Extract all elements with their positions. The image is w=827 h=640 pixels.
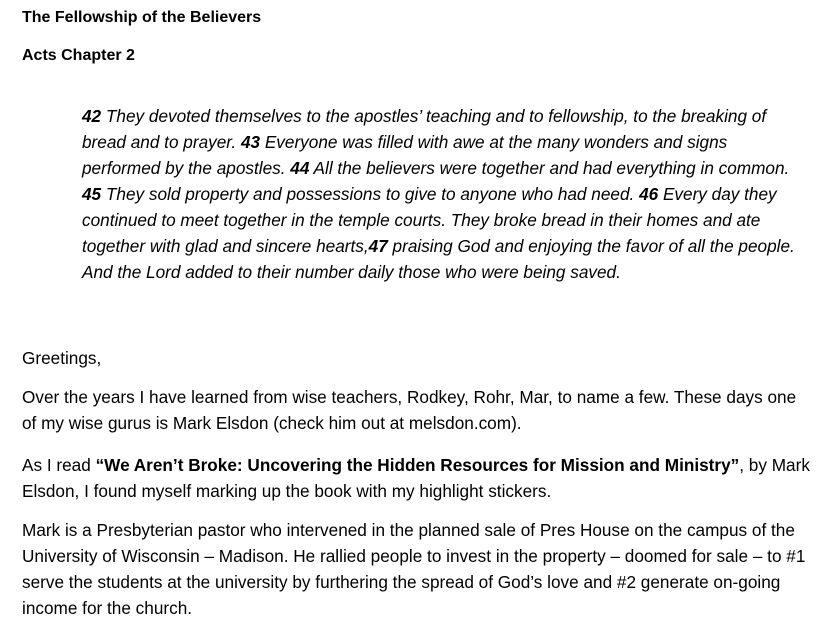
verse-number-43: 43 — [240, 132, 261, 152]
verse-number-46: 46 — [639, 184, 659, 204]
paragraph-teachers: Over the years I have learned from wise teachers, Rodkey, Rohr, Mar, to name a few. These days one of my wise gurus is Mark Elsdon (check him out at melsdon.com). — [22, 387, 797, 433]
paragraph-book-rest: , by Mark Elsdon, I found myself marking up the book with my highlight stickers. — [22, 455, 810, 501]
verse-number-47: 47 — [368, 236, 388, 256]
verse-text-47: praising God and enjoying the favor of all the people. And the Lord added to their number daily those who were being saved. — [82, 236, 795, 282]
paragraph-book — [22, 452, 812, 504]
verse-text-45: They sold property and possessions to give to anyone who had need. — [101, 184, 640, 204]
verse-text-44: All the believers were together and had everything in common. — [309, 158, 790, 178]
greeting: Greetings, — [22, 348, 102, 368]
verse-number-44: 44 — [290, 158, 310, 178]
page-title: The Fellowship of the Believers — [22, 9, 262, 26]
verse-text-42: They devoted themselves to the apostles’ teaching and to fellowship, to the breaking of bread and to prayer. — [82, 106, 767, 152]
verse-text-43: Everyone was filled with awe at the many wonders and signs performed by the apostles. — [82, 132, 728, 178]
scripture-passage — [82, 103, 802, 285]
paragraph-pres-house: Mark is a Presbyterian pastor who intervened in the planned sale of Pres House on the campus of the University of Wisconsin – Madison. He rallied people to invest in the property – doomed for sale – to #1 serve the students at the university by furthering the spread of God’s love and #2 generate on-going income for the church. — [22, 520, 806, 618]
verse-number-45: 45 — [82, 184, 102, 204]
verse-number-42: 42 — [82, 106, 102, 126]
verse-text-46: Every day they continued to meet together in the temple courts. They broke bread in their homes and ate together with glad and sincere hearts, — [82, 184, 777, 256]
paragraph-book-intro: As I read — [22, 455, 96, 475]
page-subtitle: Acts Chapter 2 — [22, 47, 135, 64]
book-title: “We Aren’t Broke: Uncovering the Hidden Resources for Mission and Ministry” — [95, 455, 740, 475]
